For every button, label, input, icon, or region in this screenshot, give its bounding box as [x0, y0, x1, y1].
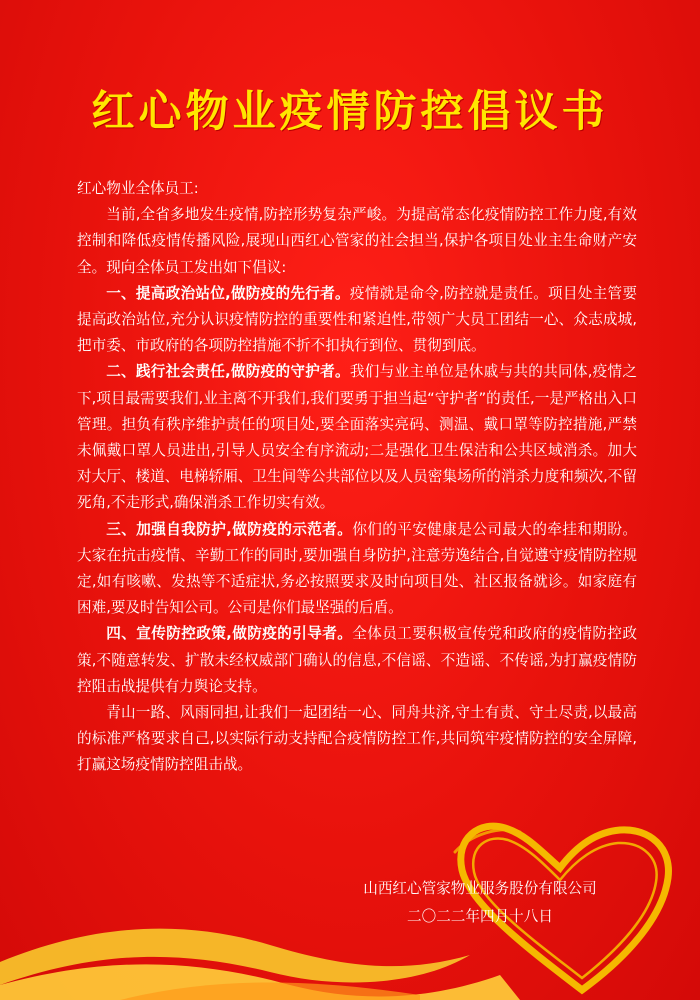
- salutation: 红心物业全体员工:: [77, 180, 199, 197]
- section-3: [77, 517, 637, 622]
- document-body: [77, 176, 637, 779]
- section-text: 你们的平安健康是公司最大的牵挂和期盼。大家在抗击疫情、辛勤工作的同时,要加强自身防护,注意劳逸结合,自觉遵守疫情防控规定,如有咳嗽、发热等不适症状,务必按照要求及时向项目处、社区报备就诊。如家庭有困难,要及时告知公司。公司是你们最坚强的后盾。: [77, 520, 637, 617]
- section-1: [77, 281, 637, 360]
- document-title: 红心物业疫情防控倡议书: [91, 87, 609, 137]
- section-heading: 一、提高政治站位,做防疫的先行者。: [106, 284, 350, 302]
- signature-date: 二〇二二年四月十八日: [407, 908, 553, 925]
- section-heading: 三、加强自我防护,做防疫的示范者。: [106, 520, 353, 538]
- section-text: 我们与业主单位是休戚与共的共同体,疫情之下,项目最需要我们,业主离不开我们,我们要勇于担当起“守护者”的责任,一是严格出入口管理。担负有秩序维护责任的项目处,要全面落实亮码、测温、戴口罩等防控措施,严禁未佩戴口罩人员进出,引导人员安全有序流动;二是强化卫生保洁和公共区域消杀。加大对大厅、楼道、电梯轿厢、卫生间等公共部位以及人员密集场所的消杀力度和频次,不留死角,不走形式,确保消杀工作切实有效。: [77, 363, 637, 512]
- section-2: [77, 359, 637, 516]
- section-text: 全体员工要积极宣传党和政府的疫情防控政策,不随意转发、扩散未经权威部门确认的信息,不信谣、不造谣、不传谣,为打赢疫情防控阻击战提供有力舆论支持。: [77, 625, 637, 695]
- swoosh-ribbon-icon: [0, 929, 520, 1000]
- intro-paragraph: 当前,全省多地发生疫情,防控形势复杂严峻。为提高常态化疫情防控工作力度,有效控制和降低疫情传播风险,展现山西红心管家的社会担当,保护各项目处业主生命财产安全。现向全体员工发出如下倡议:: [77, 206, 637, 276]
- section-heading: 四、宣传防控政策,做防疫的引导者。: [106, 625, 353, 643]
- section-4: [77, 621, 637, 700]
- signature-company: 山西红心管家物业服务股份有限公司: [363, 880, 597, 897]
- section-heading: 二、践行社会责任,做防疫的守护者。: [106, 363, 350, 381]
- section-text: 疫情就是命令,防控就是责任。项目处主管要提高政治站位,充分认识疫情防控的重要性和紧迫性,带领广大员工团结一心、众志成城,把市委、市政府的各项防控措施不折不扣执行到位、贯彻到底。: [77, 284, 637, 355]
- signature-block: [335, 875, 625, 931]
- closing-paragraph: 青山一路、风雨同担,让我们一起团结一心、同舟共济,守土有责、守土尽责,以最高的标准严格要求自己,以实际行动支持配合疫情防控工作,共同筑牢疫情防控的安全屏障,打赢这场疫情防控阻击战。: [77, 704, 637, 774]
